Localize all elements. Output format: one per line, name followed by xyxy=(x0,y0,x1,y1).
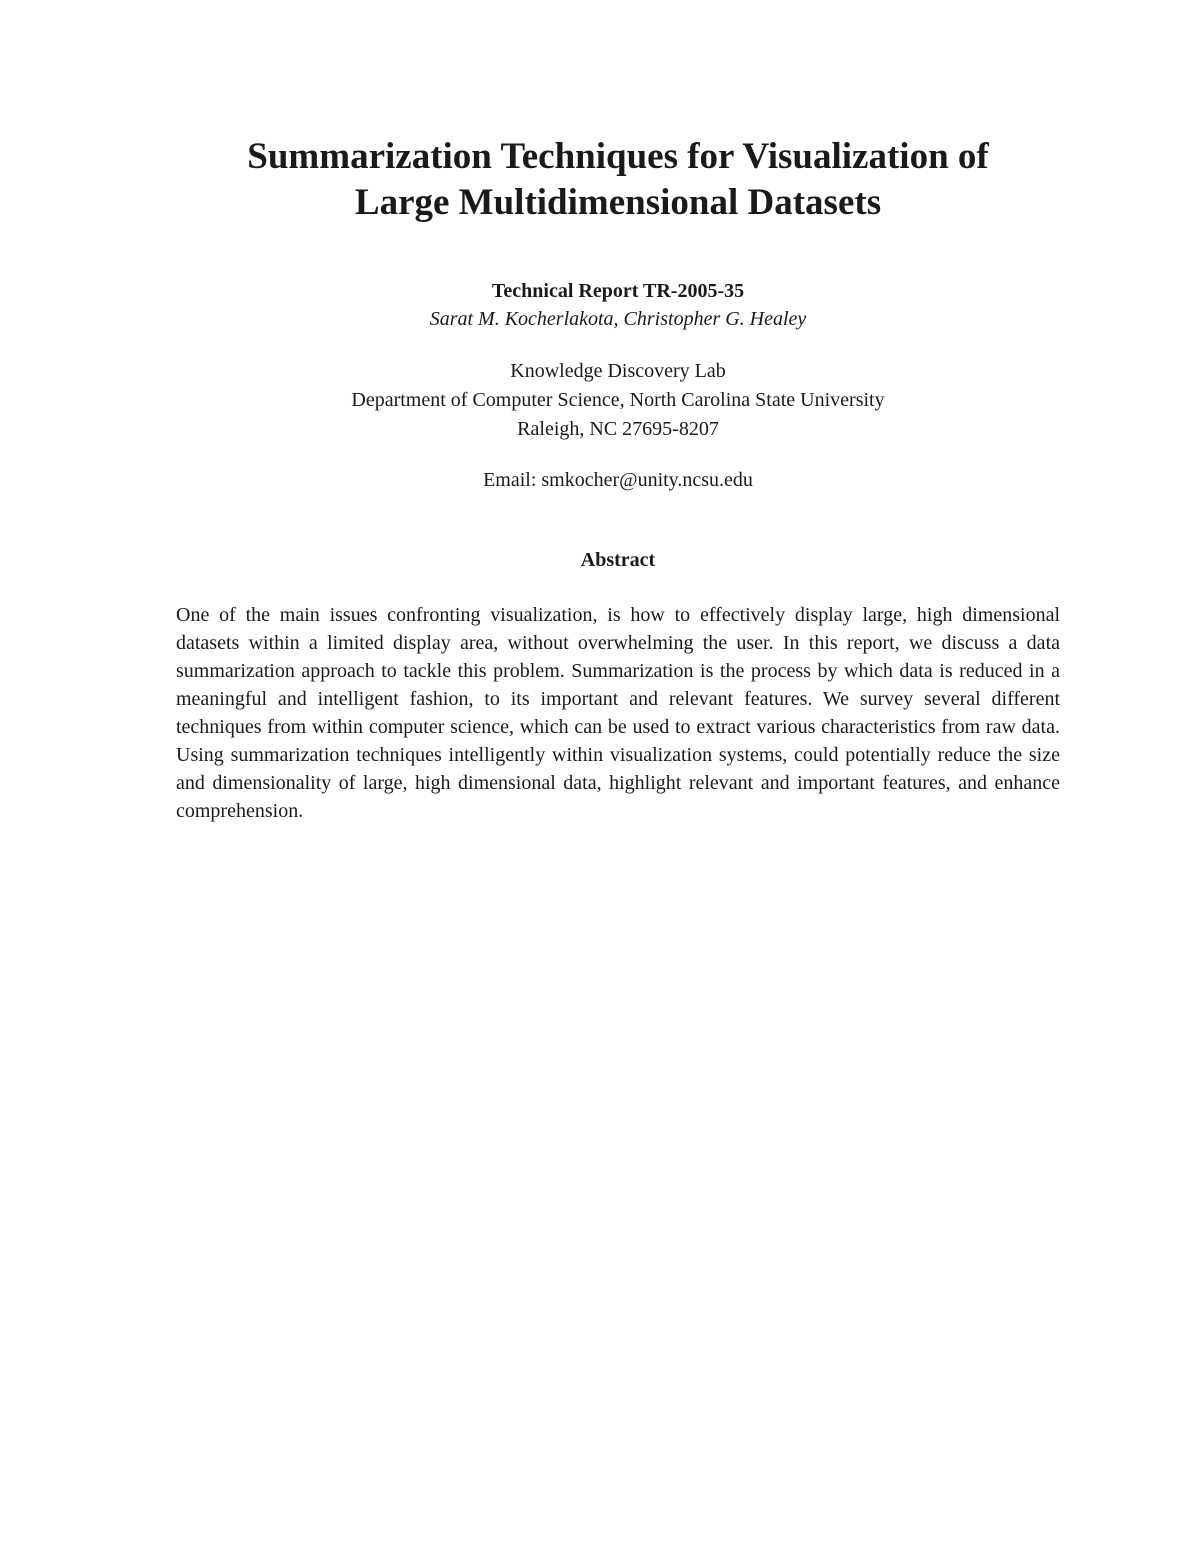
paper-title xyxy=(0,134,1200,226)
abstract-heading: Abstract xyxy=(580,549,656,571)
report-number: Technical Report TR-2005-35 xyxy=(491,280,745,302)
paper-title-line-2: Large Multidimensional Datasets xyxy=(354,182,882,223)
affiliation-department: Department of Computer Science, North Carolina State University xyxy=(351,389,885,411)
author-list: Sarat M. Kocherlakota, Christopher G. Healey xyxy=(429,308,807,330)
paper-title-line-1: Summarization Techniques for Visualization of xyxy=(247,136,989,177)
abstract-body: One of the main issues confronting visualization, is how to effectively display large, high dimensional datasets within a limited display area, without overwhelming the user. In this report, we discuss a data summarization approach to tackle this problem. Summarization is the process by which data is reduced in a meaningful and intelligent fashion, to its important and relevant features. We survey several different techniques from within computer science, which can be used to extract various characteristics from raw data. Using summarization techniques intelligently within visualization systems, could potentially reduce the size and dimensionality of large, high dimensional data, highlight relevant and important features, and enhance comprehension. xyxy=(176,604,1060,822)
affiliation-address: Raleigh, NC 27695-8207 xyxy=(517,418,719,440)
affiliation xyxy=(0,357,1200,444)
affiliation-lab: Knowledge Discovery Lab xyxy=(510,360,726,382)
contact-email: Email: smkocher@unity.ncsu.edu xyxy=(483,469,753,491)
